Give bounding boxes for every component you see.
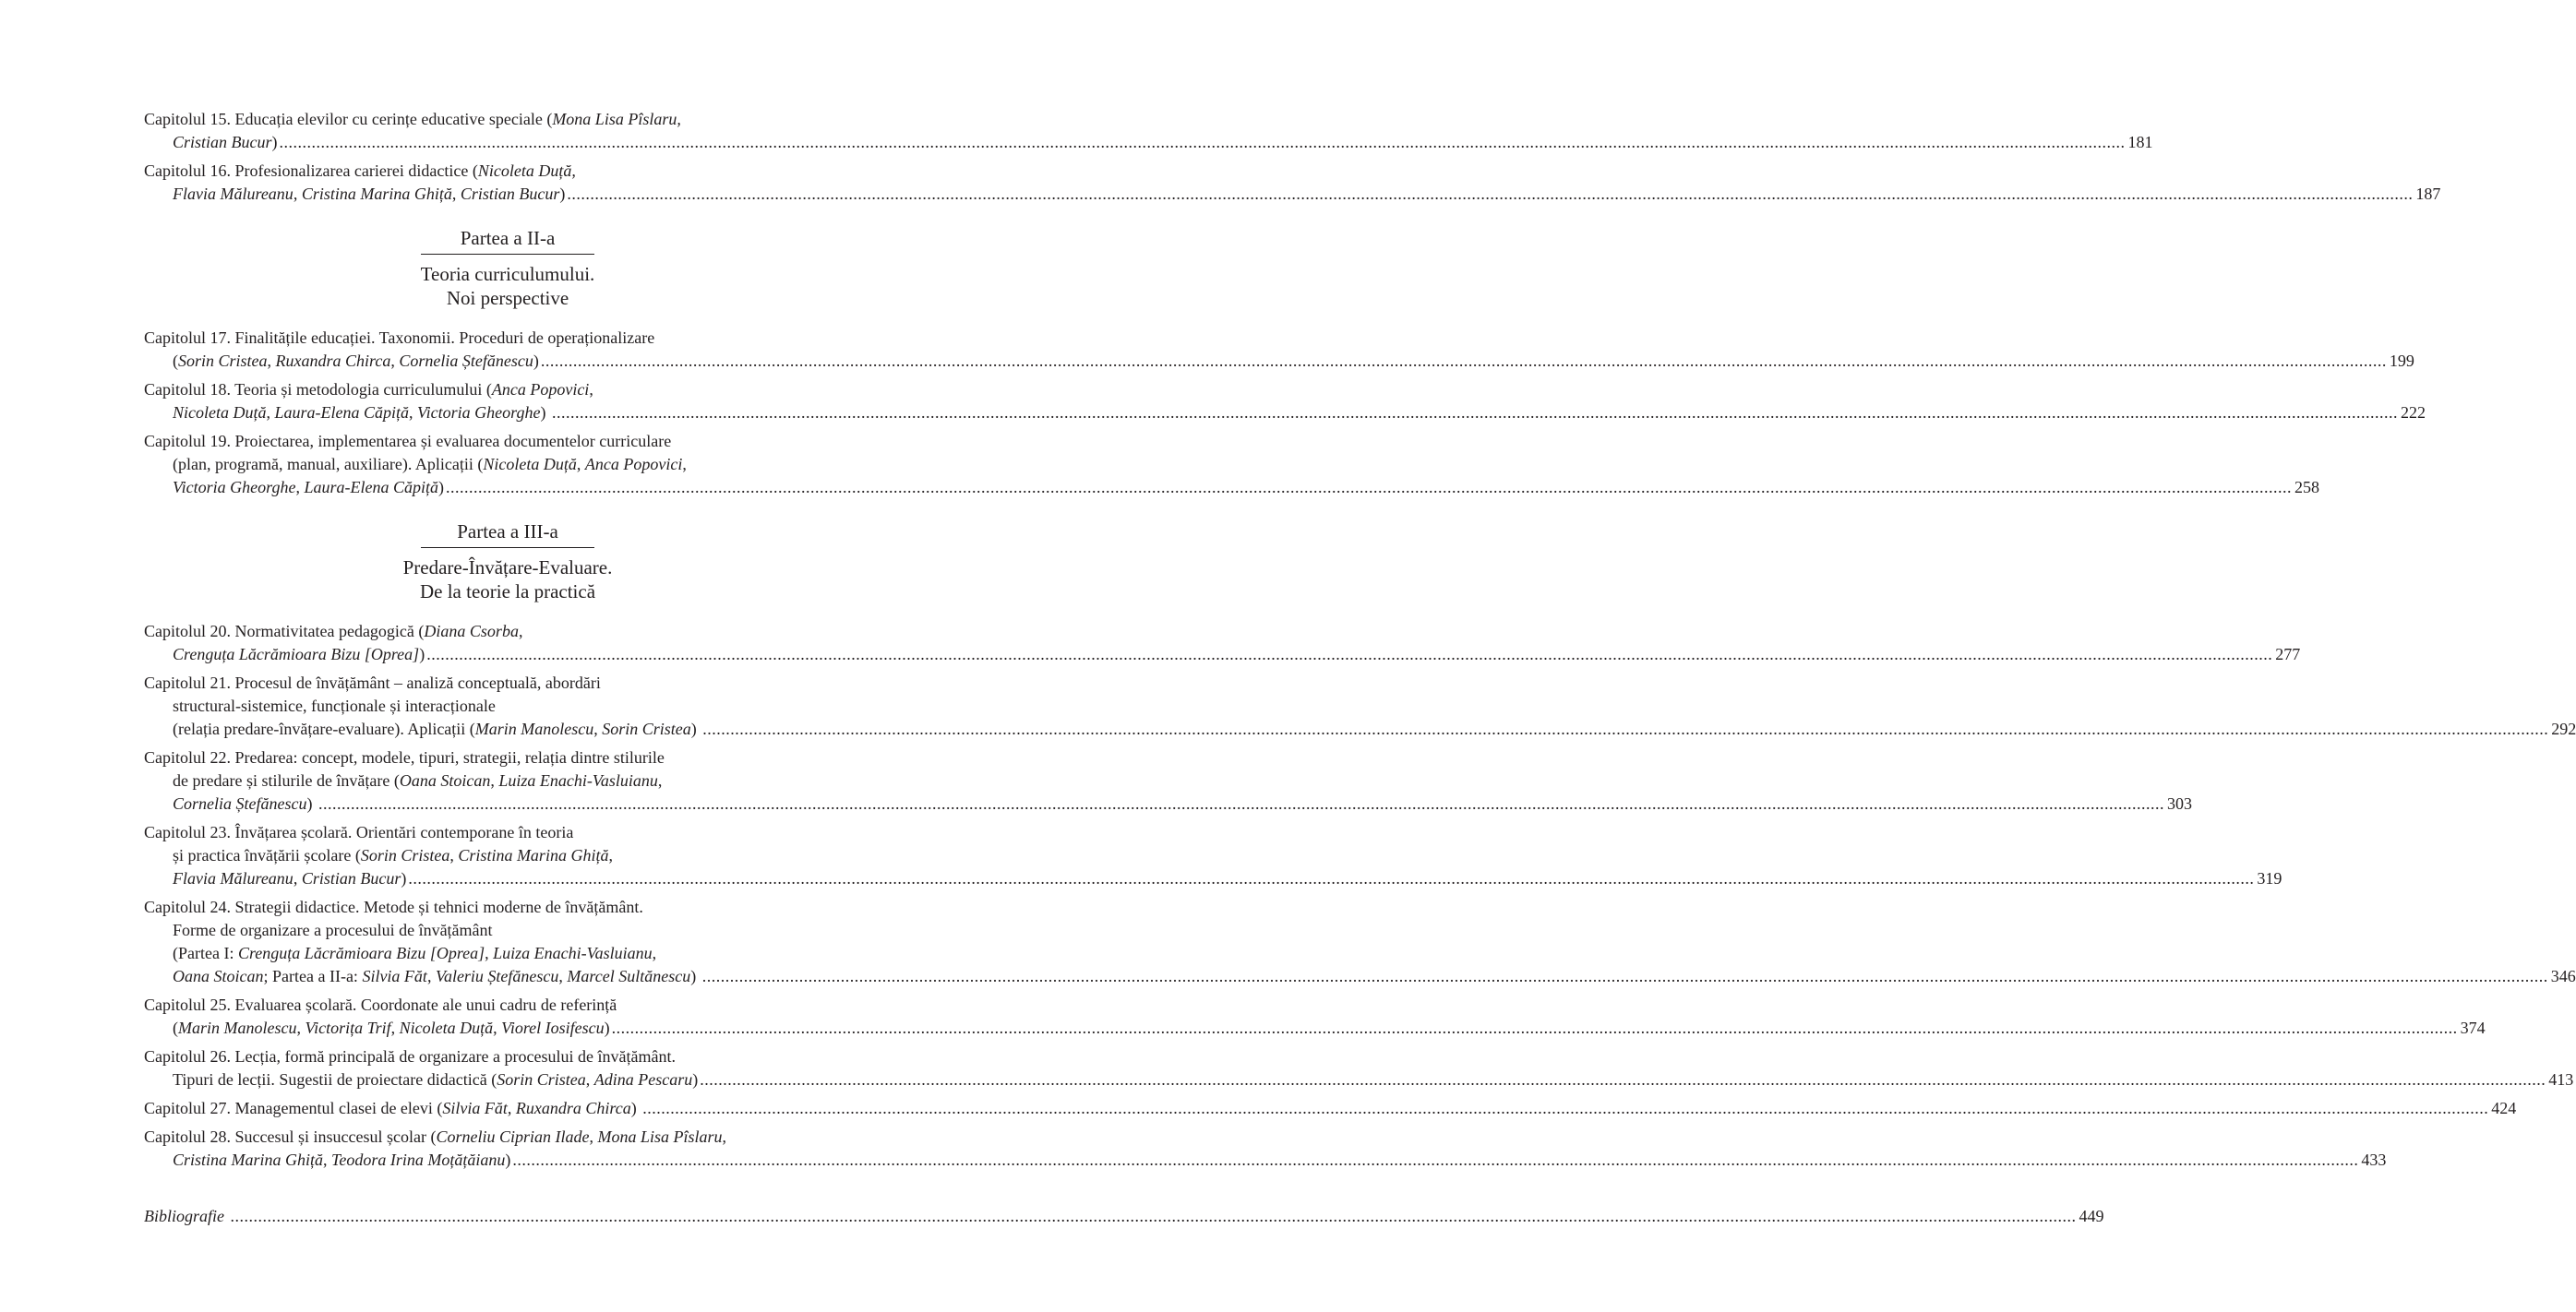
part-title-line: De la teorie la practică [419,580,596,602]
page-number: 413 [2548,1070,2574,1089]
chapter-title-text: (relația predare-învățare-evaluare). Aplicații ( [173,720,475,738]
author-name: Mona Lisa Pîslaru, [552,110,681,128]
author-name: Luiza Enachi-Vasluianu [498,771,658,790]
page-number: 374 [2460,1019,2486,1037]
author-name: Cornelia Ștefănescu [399,352,533,370]
chapter-title-text: (plan, programă, manual, auxiliare). Aplicații ( [173,455,484,473]
author-name: Cristina Marina Ghiță [458,846,609,865]
chapter-title-text: , [449,846,459,865]
chapter-title-text: ) [533,352,539,370]
toc-entry-line [144,746,871,769]
toc-entry[interactable] [144,430,2319,499]
toc-entry-line [144,867,2282,890]
part-title [144,555,871,603]
page-number: 199 [2389,352,2414,370]
dot-leader: ................................................................................................................................................................................................................................................................................................................................................................................................................ [642,1099,2489,1117]
part-label: Partea a II-a [421,226,594,255]
page-number: 292 [2551,720,2576,738]
author-name: Laura-Elena Căpiță [274,403,410,422]
chapter-title-text: , [589,380,593,399]
toc-entry[interactable] [144,378,2426,424]
page-number: 433 [2361,1151,2387,1169]
chapter-title-text: , [295,478,305,496]
dot-leader: ................................................................................................................................................................................................................................................................................................................................................................................................................ [700,1070,2546,1089]
chapter-title-text: , [593,720,603,738]
chapter-title-text: , [558,967,568,985]
chapter-title-text: Capitolul 24. Strategii didactice. Metode și tehnici moderne de învățământ. [144,898,643,916]
chapter-title-text: Capitolul 27. Managementul clasei de elevi ( [144,1099,443,1117]
toc-entry-line [144,1017,2486,1040]
author-name: Crenguța Lăcrămioara Bizu [Oprea] [237,944,485,962]
chapter-title-text: , [490,771,499,790]
chapter-title-text: , [409,403,418,422]
toc-entry-line [144,994,871,1017]
chapter-title-text: , [585,1070,594,1089]
chapter-title-text: ) [401,869,407,888]
author-name: Corneliu Ciprian Ilade [436,1127,590,1146]
page-number: 449 [2079,1207,2104,1225]
page-number: 181 [2127,133,2153,151]
author-name: Bibliografie [144,1207,229,1225]
chapter-title-text: Forme de organizare a procesului de învățământ [173,921,493,939]
toc-entry[interactable] [144,746,2192,816]
toc-entry-line [144,476,2319,499]
part-label: Partea a III-a [421,519,594,548]
dot-leader: ................................................................................................................................................................................................................................................................................................................................................................................................................ [611,1019,2458,1037]
chapter-title-text: ) [540,403,550,422]
toc-entry-line [144,1205,2104,1228]
chapter-title-text: , [293,869,302,888]
chapter-title-text: ) [559,185,566,203]
toc-entry[interactable] [144,108,2153,154]
toc-entry-line [144,844,871,867]
author-name: Nicoleta Duță [399,1019,494,1037]
chapter-title-text: ) [306,794,317,813]
toc-entry[interactable] [144,1126,2387,1172]
toc-entry-line [144,672,871,695]
dot-leader: ................................................................................................................................................................................................................................................................................................................................................................................................................ [540,352,2387,370]
chapter-title-text: ) [630,1099,641,1117]
chapter-title-text: Capitolul 17. Finalitățile educației. Taxonomii. Proceduri de operaționalizare [144,328,655,347]
toc-entry[interactable] [144,1097,2517,1120]
toc-entry-line [144,896,871,919]
toc-entry-line [144,695,871,718]
toc-entry-line [144,131,2153,154]
chapter-title-text: , [657,771,663,790]
author-name: Adina Pescaru [593,1070,693,1089]
toc-entry-line [144,942,871,965]
toc-entry-line [144,1068,2574,1091]
toc-entry-line [144,769,871,793]
dot-leader: ................................................................................................................................................................................................................................................................................................................................................................................................................ [230,1207,2077,1225]
author-name: Silvia Făt [362,967,427,985]
author-name: Sorin Cristea [360,846,450,865]
page-number: 346 [2550,967,2576,985]
toc-entry-line [144,108,871,131]
toc-entry-line [144,1149,2387,1172]
page-number: 303 [2166,794,2192,813]
author-name: Sorin Cristea [602,720,691,738]
toc-entry[interactable] [144,1205,2104,1228]
chapter-title-text: structural-sistemice, funcționale și interacționale [173,697,496,715]
author-name: Ruxandra Chirca [515,1099,631,1117]
toc-entry-line [144,183,2441,206]
chapter-title-text: , [296,1019,306,1037]
chapter-title-text: ) [690,967,701,985]
toc-entry-line [144,965,2576,988]
chapter-title-text: Capitolul 15. Educația elevilor cu cerințe educative speciale ( [144,110,553,128]
dot-leader: ................................................................................................................................................................................................................................................................................................................................................................................................................ [446,478,2292,496]
author-name: Sorin Cristea [178,352,268,370]
table-of-contents [144,108,2576,1234]
chapter-title-text: , [518,622,523,640]
author-name: Teodora Irina Moțățăianu [331,1151,506,1169]
part-heading [144,519,871,548]
author-name: Cristina Marina Ghiță [301,185,452,203]
page-number: 258 [2294,478,2319,496]
chapter-title-text: Capitolul 18. Teoria și metodologia curriculumului ( [144,380,492,399]
chapter-title-text: ) [419,645,425,663]
author-name: Nicoleta Duță [173,403,267,422]
toc-entry-line [144,718,2576,741]
chapter-title-text: , [682,455,687,473]
toc-entry-line [144,350,2414,373]
toc-entry[interactable] [144,327,2414,373]
author-name: Mona Lisa Pîslaru [597,1127,723,1146]
toc-entry-line [144,1097,2517,1120]
dot-leader: ................................................................................................................................................................................................................................................................................................................................................................................................................ [279,133,2126,151]
author-name: Diana Csorba [424,622,519,640]
author-name: Sorin Cristea [497,1070,586,1089]
author-name: Anca Popovici [491,380,590,399]
author-name: Cristian Bucur [301,869,401,888]
chapter-title-text: ) [505,1151,511,1169]
chapter-title-text: Capitolul 19. Proiectarea, implementarea și evaluarea documentelor curriculare [144,432,672,450]
toc-entry-line [144,378,871,401]
dot-leader: ................................................................................................................................................................................................................................................................................................................................................................................................................ [552,403,2398,422]
author-name: Marin Manolescu [474,720,594,738]
dot-leader: ................................................................................................................................................................................................................................................................................................................................................................................................................ [702,720,2549,738]
chapter-title-text: Capitolul 20. Normativitatea pedagogică ( [144,622,425,640]
chapter-title-text: Capitolul 23. Învățarea școlară. Orientări contemporane în teoria [144,823,574,841]
chapter-title-text: ) [690,720,701,738]
part-heading [144,226,871,255]
toc-entry-line [144,620,871,643]
author-name: Marcel Sultănescu [567,967,691,985]
chapter-title-text: , [426,967,436,985]
dot-leader: ................................................................................................................................................................................................................................................................................................................................................................................................................ [408,869,2255,888]
author-name: Cristian Bucur [173,133,272,151]
chapter-title-text: de predare și stilurile de învățare ( [173,771,400,790]
chapter-title-text: , [576,455,585,473]
author-name: Ruxandra Chirca [275,352,391,370]
chapter-title-text: , [293,185,302,203]
chapter-title-text: , [493,1019,502,1037]
part-title [144,262,871,310]
toc-entry[interactable] [144,672,2576,741]
author-name: Crenguța Lăcrămioara Bizu [Oprea] [173,645,420,663]
chapter-title-text: ) [438,478,444,496]
toc-entry-line [144,643,2301,666]
author-name: Silvia Făt [442,1099,508,1117]
part-title-line: Predare-Învățare-Evaluare. [402,556,613,578]
dot-leader: ................................................................................................................................................................................................................................................................................................................................................................................................................ [567,185,2414,203]
chapter-title-text: Capitolul 16. Profesionalizarea carierei didactice ( [144,161,478,180]
toc-entry-line [144,1045,871,1068]
chapter-title-text: ; Partea a II-a: [263,967,363,985]
author-name: Laura-Elena Căpiță [304,478,438,496]
dot-leader: ................................................................................................................................................................................................................................................................................................................................................................................................................ [318,794,2164,813]
author-name: Luiza Enachi-Vasluianu [493,944,653,962]
chapter-title-text: ( [173,1019,178,1037]
toc-entry-line [144,1126,871,1149]
dot-leader: ................................................................................................................................................................................................................................................................................................................................................................................................................ [512,1151,2359,1169]
toc-entry[interactable] [144,160,2441,206]
dot-leader: ................................................................................................................................................................................................................................................................................................................................................................................................................ [701,967,2548,985]
chapter-title-text: , [390,1019,400,1037]
toc-entry[interactable] [144,1045,2574,1091]
chapter-title-text: , [266,403,275,422]
chapter-title-text: ) [604,1019,610,1037]
toc-entry-line [144,919,871,942]
author-name: Oana Stoican [173,967,264,985]
toc-entry-line [144,793,2192,816]
page-number: 424 [2491,1099,2517,1117]
chapter-title-text: , [485,944,494,962]
chapter-title-text: , [608,846,613,865]
toc-entry-line [144,327,871,350]
chapter-title-text: , [589,1127,598,1146]
toc-entry-line [144,453,871,476]
page-number: 187 [2415,185,2441,203]
author-name: Viorel Iosifescu [501,1019,605,1037]
author-name: Cristian Bucur [460,185,560,203]
part-title-line: Noi perspective [446,287,569,309]
author-name: Marin Manolescu [178,1019,297,1037]
chapter-title-text: , [507,1099,516,1117]
chapter-title-text: , [267,352,276,370]
page-number: 222 [2401,403,2426,422]
toc-entry[interactable] [144,620,2301,666]
author-name: Cornelia Ștefănescu [173,794,307,813]
dot-leader: ................................................................................................................................................................................................................................................................................................................................................................................................................ [426,645,2273,663]
toc-entry-line [144,821,871,844]
chapter-title-text: ) [692,1070,699,1089]
author-name: Cristina Marina Ghiță [173,1151,324,1169]
chapter-title-text: ( [173,352,178,370]
page-number: 277 [2275,645,2301,663]
part-title-line: Teoria curriculumului. [420,263,595,285]
toc-entry-line [144,430,871,453]
author-name: Anca Popovici [584,455,683,473]
author-name: Nicoleta Duță [483,455,577,473]
toc-entry[interactable] [144,896,2576,988]
chapter-title-text: Capitolul 21. Procesul de învățământ – analiză conceptuală, abordări [144,674,601,692]
author-name: Oana Stoican [399,771,491,790]
chapter-title-text: Capitolul 28. Succesul și insuccesul școlar ( [144,1127,437,1146]
author-name: Victoria Gheorghe [417,403,541,422]
toc-entry-line [144,401,2426,424]
chapter-title-text: Capitolul 26. Lecția, formă principală de organizare a procesului de învățământ. [144,1047,676,1066]
chapter-title-text: , [390,352,400,370]
author-name: Victorița Trif [305,1019,391,1037]
chapter-title-text: ) [271,133,278,151]
page-number: 319 [2257,869,2282,888]
author-name: Victoria Gheorghe [173,478,296,496]
chapter-title-text: Tipuri de lecții. Sugestii de proiectare didactică ( [173,1070,497,1089]
author-name: Nicoleta Duță, [477,161,576,180]
toc-entry[interactable] [144,821,2282,890]
chapter-title-text: , [451,185,461,203]
chapter-title-text: (Partea I: [173,944,238,962]
chapter-title-text: , [652,944,657,962]
chapter-title-text: , [722,1127,726,1146]
author-name: Valeriu Ștefănescu [435,967,559,985]
chapter-title-text: Capitolul 25. Evaluarea școlară. Coordonate ale unui cadru de referință [144,996,617,1014]
chapter-title-text: și practica învățării școlare ( [173,846,361,865]
chapter-title-text: , [323,1151,332,1169]
toc-entry-line [144,160,871,183]
author-name: Flavia Mălureanu [173,869,294,888]
chapter-title-text: Capitolul 22. Predarea: concept, modele, tipuri, strategii, relația dintre stilurile [144,748,665,767]
toc-entry[interactable] [144,994,2486,1040]
author-name: Flavia Mălureanu [173,185,294,203]
